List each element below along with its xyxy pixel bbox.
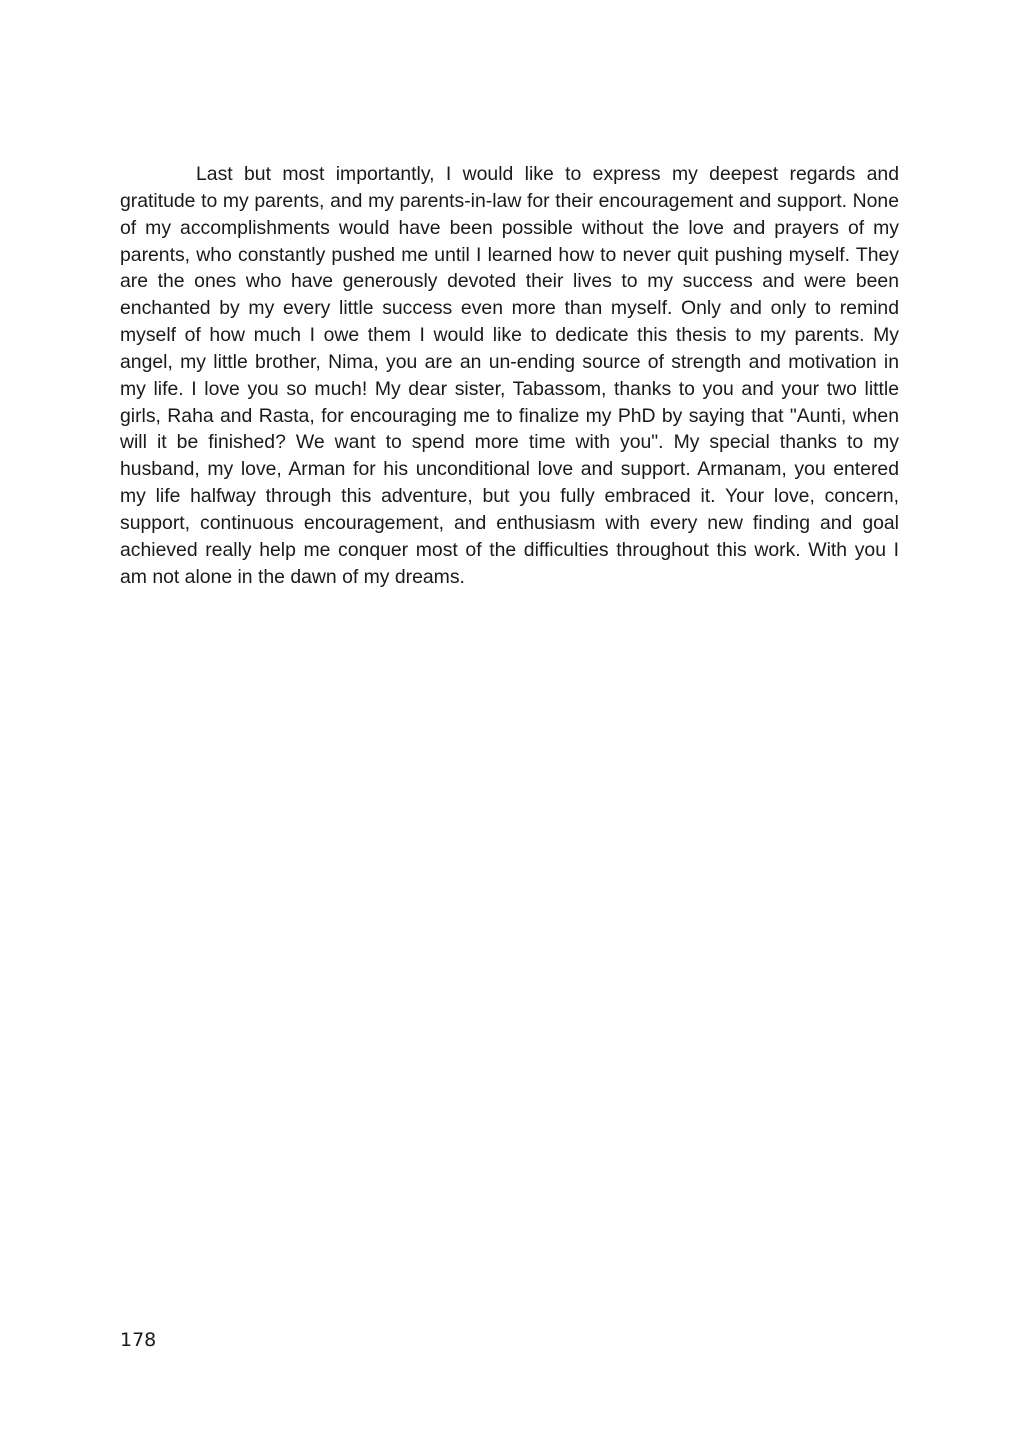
acknowledgement-paragraph: Last but most importantly, I would like to express my deepest regards and gratitude to my parents, and my parents-in-law for their encouragement and support. None of my accomplishments would have been possible without the love and prayers of my parents, who constantly pushed me until I learned how to never quit pushing myself. They are the ones who have generously devoted their lives to my success and were been enchanted by my every little success even more than myself. Only and only to remind myself of how much I owe them I would like to dedicate this thesis to my parents. My angel, my little brother, Nima, you are an un-ending source of strength and motivation in my life. I love you so much! My dear sister, Tabassom, thanks to you and your two little girls, Raha and Rasta, for encouraging me to finalize my PhD by saying that "Aunti, when will it be finished? We want to spend more time with you". My special thanks to my husband, my love, Arman for his unconditional love and support. Armanam, you entered my life halfway through this adventure, but you fully embraced it. Your love, concern, support, continuous encouragement, and enthusiasm with every new finding and goal achieved really help me conquer most of the difficulties throughout this work. With you I am not alone in the dawn of my dreams. — [120, 163, 899, 588]
page-number: 178 — [120, 1329, 157, 1351]
